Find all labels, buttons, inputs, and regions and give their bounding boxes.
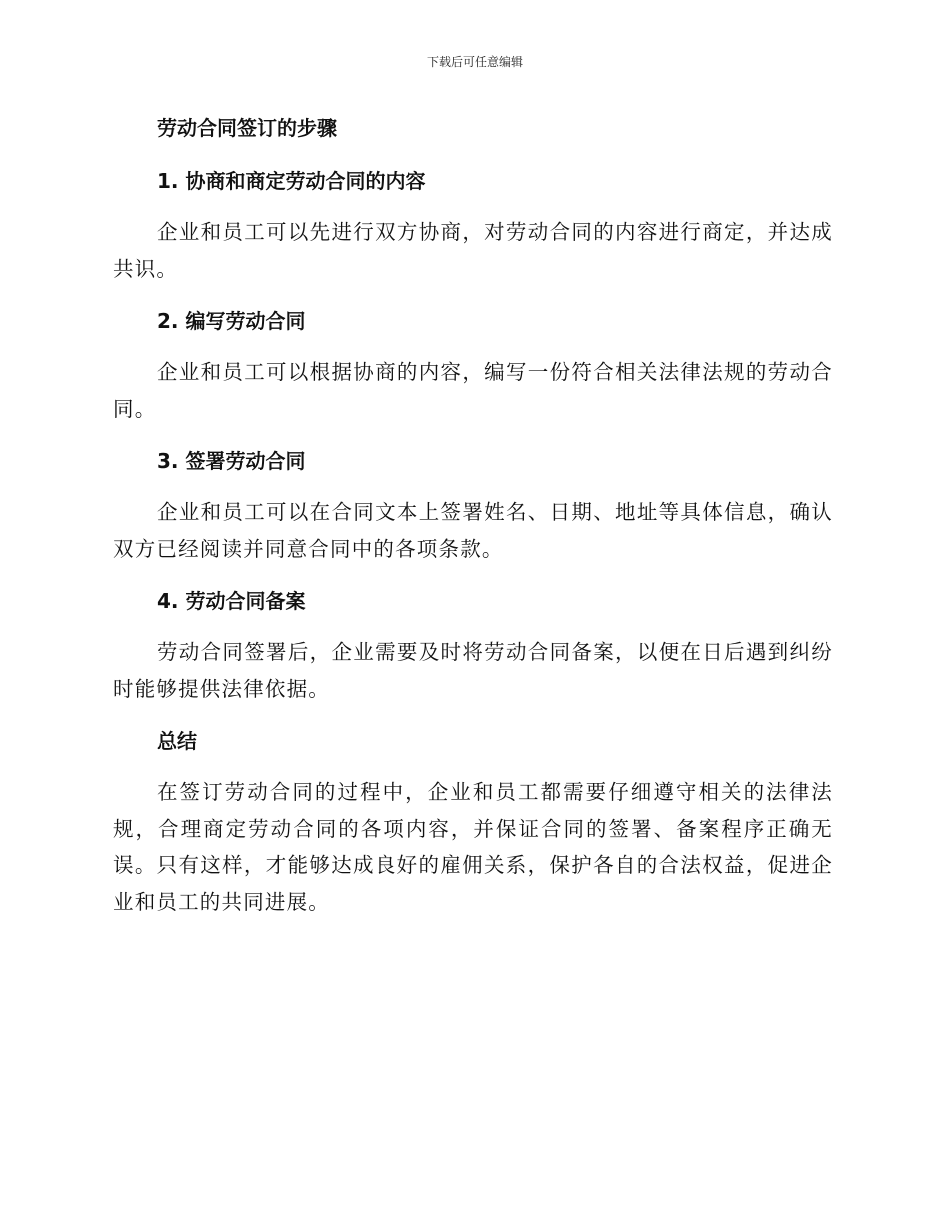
section-paragraph: 劳动合同签署后，企业需要及时将劳动合同备案，以便在日后遇到纠纷时能够提供法律依据。	[113, 640, 833, 701]
document-title: 劳动合同签订的步骤	[157, 116, 337, 140]
section-3	[113, 441, 833, 567]
section-1	[113, 161, 833, 287]
section-paragraph: 企业和员工可以先进行双方协商，对劳动合同的内容进行商定，并达成共识。	[113, 220, 833, 281]
section-heading: 4. 劳动合同备案	[157, 589, 306, 613]
section-paragraph: 企业和员工可以在合同文本上签署姓名、日期、地址等具体信息，确认双方已经阅读并同意合同中的各项条款。	[113, 500, 833, 561]
summary-section	[113, 721, 833, 920]
section-paragraph: 企业和员工可以根据协商的内容，编写一份符合相关法律法规的劳动合同。	[113, 360, 833, 421]
summary-paragraph: 在签订劳动合同的过程中，企业和员工都需要仔细遵守相关的法律法规，合理商定劳动合同的各项内容，并保证合同的签署、备案程序正确无误。只有这样，才能够达成良好的雇佣关系，保护各自的合法权益，促进企业和员工的共同进展。	[113, 780, 833, 914]
section-heading: 2. 编写劳动合同	[157, 309, 306, 333]
page-header: 下载后可任意编辑	[426, 55, 523, 69]
section-heading: 1. 协商和商定劳动合同的内容	[157, 169, 426, 193]
section-heading: 3. 签署劳动合同	[157, 449, 306, 473]
summary-heading: 总结	[157, 729, 197, 753]
section-4	[113, 581, 833, 707]
document-body	[113, 108, 833, 934]
section-2	[113, 301, 833, 427]
